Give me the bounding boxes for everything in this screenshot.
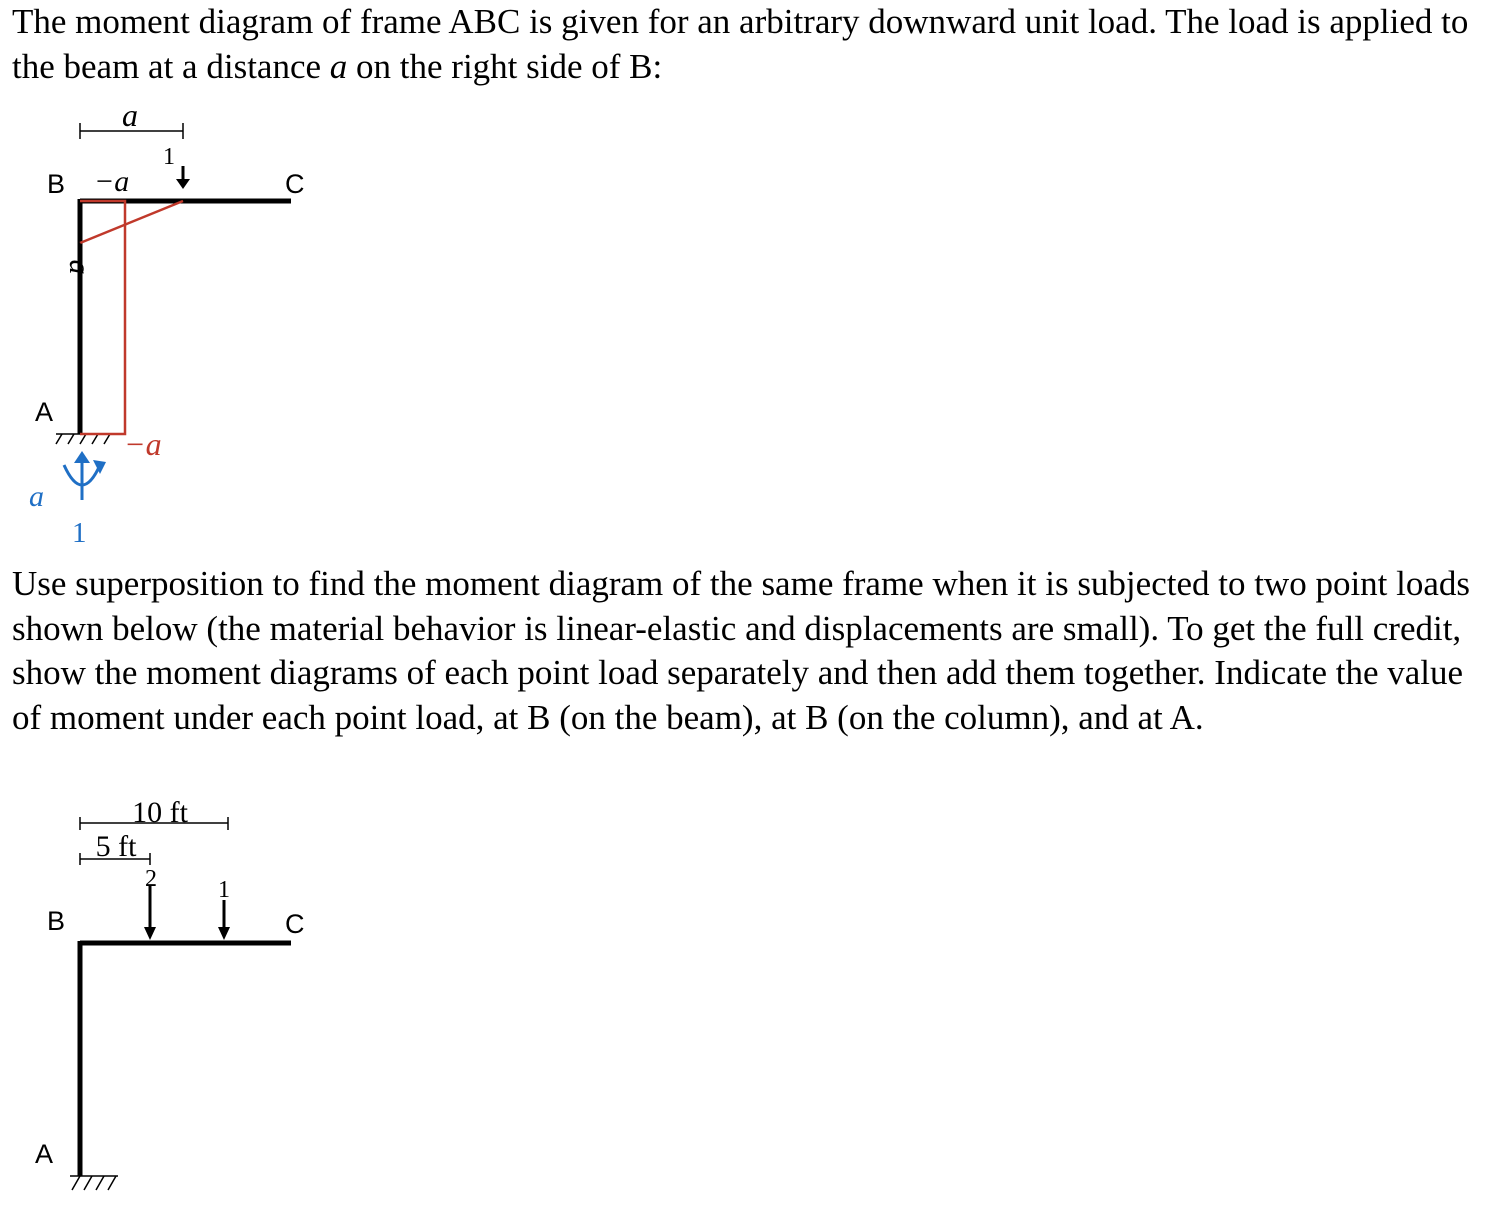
reaction-moment-label: a [29,480,44,513]
load-2-arrow [144,885,156,940]
reaction-force-arrowhead [74,451,90,463]
dimension-5ft-label: 5 ft [95,830,137,863]
frame-members [80,199,291,434]
moment-diagram [80,201,183,434]
node-c-label: C [285,169,305,199]
figure-2-loaded-frame [0,790,460,1205]
support-reactions [64,460,100,500]
node-c-label-2: C [285,909,305,939]
load-1-arrow [218,900,230,940]
node-b-label: B [47,169,66,199]
fixed-support-a [56,434,118,444]
task-paragraph: Use superposition to find the moment diagram of the same frame when it is subjected to two point loads shown below (the material behavior is linear-elastic and displacements are small). To get the full credit, show the moment diagrams of each point load separately and then add them together. Indicate the value of moment under each point load, at B (on the beam), at B (on the column), and at A. [12,564,1471,737]
unit-load-value: 1 [163,144,175,170]
fixed-support-a-2 [70,1176,118,1190]
load-1-value: 1 [218,877,230,903]
load-2-value: 2 [145,866,157,892]
node-a-label: A [35,397,54,427]
reaction-force-label: 1 [72,517,87,549]
node-a-label-2: A [35,1139,54,1169]
intro-text-2: on the right side of B: [347,46,663,86]
node-b-label-2: B [47,906,66,936]
beam-moment-b-label: −a [94,165,130,198]
frame-members-2 [80,941,291,1176]
dimension-10ft-label: 10 ft [132,796,188,829]
unit-load-arrow [176,166,190,189]
figure-1-moment-diagram [0,95,460,555]
dimension-a-label: a [122,97,138,133]
intro-paragraph [12,0,1472,89]
column-moment-a-label: −a [124,426,162,462]
column-moment-b-label: −a [63,239,96,275]
intro-text-1: The moment diagram of frame ABC is given for an arbitrary downward unit load. The load is applied to the beam at a distance [12,2,1469,86]
intro-variable: a [329,46,348,86]
